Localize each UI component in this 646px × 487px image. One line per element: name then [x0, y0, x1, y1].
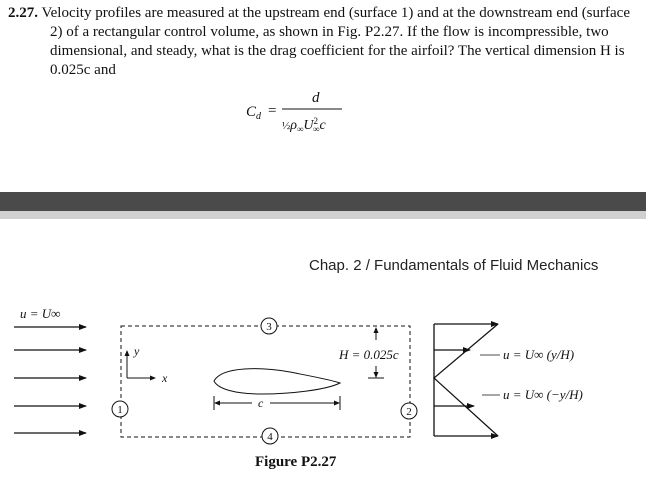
surface-3-label: 3 [266, 321, 272, 333]
chord-dimension [214, 396, 340, 410]
formula-den-inf1: ∞ [296, 124, 304, 134]
problem-statement [8, 4, 638, 80]
formula-den-inf2: ∞ [313, 124, 320, 134]
figure-caption: Figure P2.27 [255, 454, 337, 470]
upper-profile-label: u = U∞ (y/H) [503, 347, 575, 362]
coordinate-axes [127, 344, 168, 385]
formula-lhs: C [246, 104, 257, 120]
surface-3-marker [261, 318, 277, 334]
height-dimension [338, 328, 399, 378]
problem-body [8, 4, 638, 80]
page-break-band [0, 192, 646, 211]
height-label: H = 0.025c [339, 347, 399, 362]
formula-equals: = [268, 103, 277, 119]
formula-den-half: ½ [282, 120, 291, 132]
svg-text:½ρ∞U2∞c [282, 116, 326, 134]
lower-profile-label: u = U∞ (−y/H) [503, 387, 583, 402]
surface-1-label: 1 [117, 404, 123, 416]
surface-2-label: 2 [406, 406, 412, 418]
surface-2-marker [401, 403, 417, 419]
formula-numerator: d [312, 90, 320, 106]
formula-den-c: c [319, 118, 326, 133]
formula-den-U: U [303, 118, 314, 133]
formula-lhs-sub: d [256, 111, 262, 122]
surface-4-label: 4 [267, 431, 273, 443]
problem-text: Velocity profiles are measured at the upstream end (surface 1) and at the downstream end (surface 2) of a rectangular control volume, as shown in Fig. P2.27. If the flow is incompressible, two dimensional, and steady, what is the drag coefficient for the airfoil? The vertical dimension H is 0.025c and [41, 5, 630, 78]
svg-text:Cd [246, 104, 262, 122]
x-axis-label: x [162, 371, 168, 385]
formula-den-sq: 2 [313, 116, 319, 126]
inlet-velocity-label: u = U∞ [20, 306, 61, 321]
formula-den-rho: ρ [290, 118, 297, 133]
inlet-arrows [14, 327, 86, 433]
surface-4-marker [262, 428, 278, 444]
airfoil-shape [214, 369, 340, 394]
surface-1-marker [112, 401, 128, 417]
y-axis-label: y [134, 344, 140, 358]
drag-coefficient-formula [244, 88, 364, 138]
chord-label: c [258, 396, 264, 410]
profile-envelope [434, 324, 498, 436]
chapter-header: Chap. 2 / Fundamentals of Fluid Mechanics [309, 257, 599, 274]
page-break-shadow [0, 211, 646, 219]
problem-number: 2.27. [8, 5, 38, 21]
outlet-velocity-profile [434, 324, 583, 436]
